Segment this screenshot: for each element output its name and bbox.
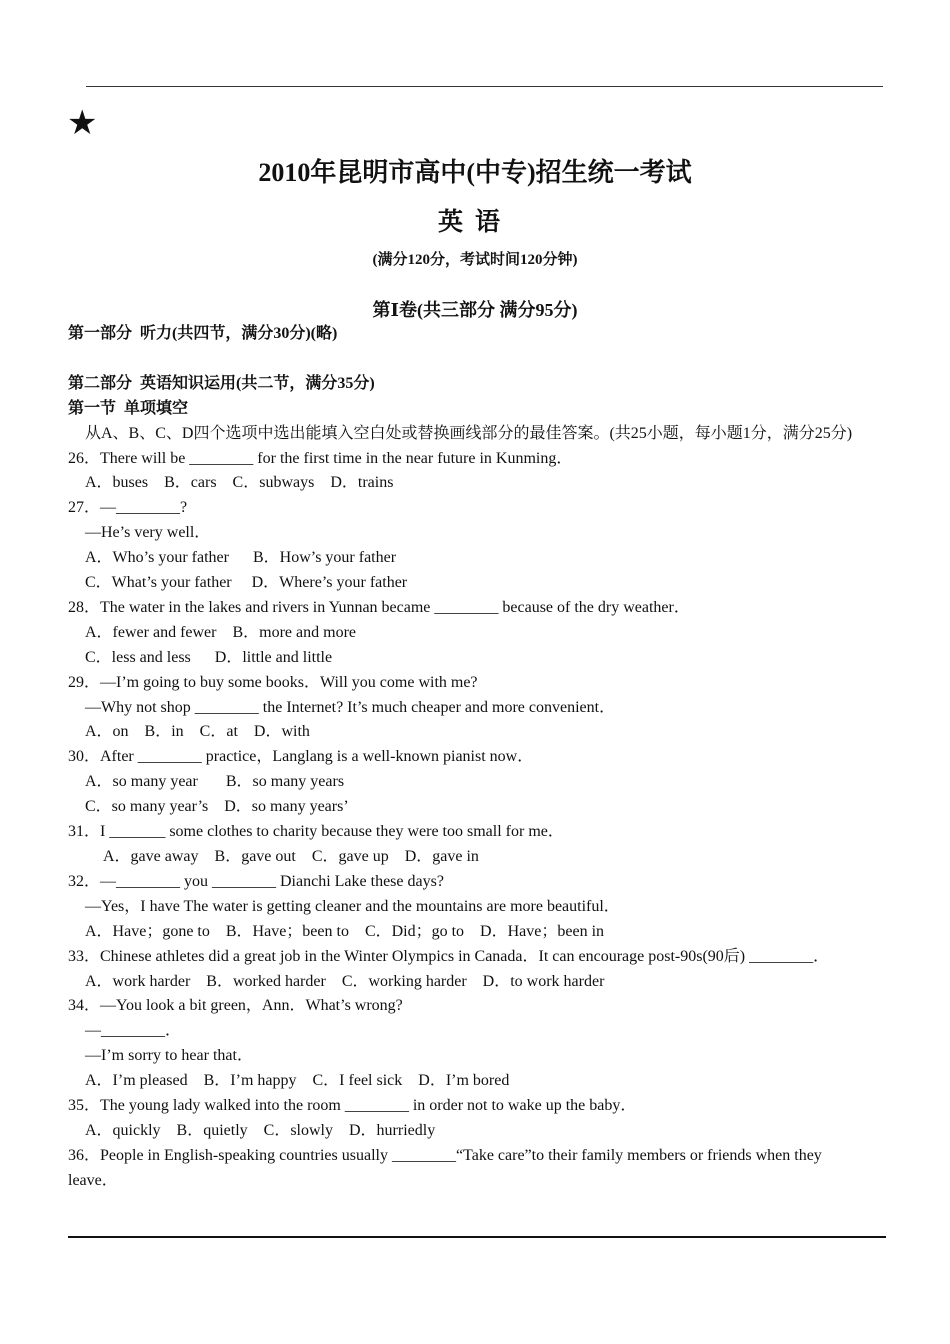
answer-options: A．gave away B．gave out C．gave up D．gave in (103, 848, 479, 866)
question-stem: 26．There will be ________ for the first time in the near future in Kunming． (68, 449, 573, 467)
volume-title: 第Ⅰ卷(共三部分 满分95分) (372, 300, 578, 320)
answer-options: A．buses B．cars C．subways D．trains (85, 474, 394, 492)
question-stem: 29．—I’m going to buy some books．Will you come with me? (68, 673, 478, 691)
header-rule (86, 86, 883, 87)
section1-heading: 第一节 单项填空 (68, 399, 189, 417)
question-stem: 34．—You look a bit green，Ann．What’s wrong? (68, 997, 403, 1015)
question-item (68, 447, 886, 497)
answer-options: A．quickly B．quietly C．slowly D．hurriedly (85, 1121, 436, 1139)
exam-content (68, 322, 886, 1194)
answer-options: C．so many year’s D．so many years’ (85, 798, 349, 816)
question-item (68, 1144, 886, 1194)
question-item (68, 820, 886, 870)
dialogue-line: —I’m sorry to hear that． (85, 1047, 253, 1065)
question-stem: 36．People in English-speaking countries usually ________“Take care”to their family members or friends when they (68, 1146, 822, 1164)
dialogue-line: leave． (68, 1171, 118, 1189)
answer-options: C．What’s your father D．Where’s your father (85, 574, 408, 592)
star-icon: ★ (67, 103, 98, 143)
question-stem: 30．After ________ practice，Langlang is a well-known pianist now． (68, 748, 534, 766)
part1-heading: 第一部分 听力(共四节，满分30分)(略) (68, 325, 338, 342)
subject-title: 英语 (437, 209, 512, 236)
answer-options: A．work harder B．worked harder C．working harder D．to work harder (85, 972, 605, 990)
dialogue-line: —He’s very well． (85, 524, 211, 542)
instructions: 从A、B、C、D四个选项中选出能填入空白处或替换画线部分的最佳答案。(共25小题，每小题1分，满分25分) (85, 424, 853, 442)
dialogue-line: —________． (85, 1022, 182, 1040)
question-item (68, 945, 886, 995)
answer-options: A．I’m pleased B．I’m happy C．I feel sick D．I’m bored (85, 1072, 510, 1090)
exam-title: 2010年昆明市高中(中专)招生统一考试 (258, 158, 692, 187)
question-stem: 31．I _______ some clothes to charity because they were too small for me． (68, 823, 564, 841)
answer-options: A．Who’s your father B．How’s your father (85, 549, 397, 567)
dialogue-line: —Yes，I have The water is getting cleaner and the mountains are more beautiful． (85, 897, 620, 915)
question-stem: 27．—________? (68, 499, 188, 517)
question-item (68, 596, 886, 671)
score-note: (满分120分，考试时间120分钟) (372, 252, 578, 268)
question-item (68, 745, 886, 820)
question-stem: 35．The young lady walked into the room ________ in order not to wake up the baby． (68, 1097, 637, 1115)
answer-options: A．on B．in C．at D．with (85, 723, 310, 741)
question-list (68, 447, 886, 1194)
question-stem: 28．The water in the lakes and rivers in Yunnan became ________ because of the dry weather． (68, 598, 690, 616)
part2-heading: 第二部分 英语知识运用(共二节，满分35分) (68, 374, 375, 392)
question-item (68, 1094, 886, 1144)
question-stem: 32．—________ you ________ Dianchi Lake these days? (68, 872, 444, 890)
question-item (68, 671, 886, 746)
answer-options: A．so many year B．so many years (85, 773, 345, 791)
question-stem: 33．Chinese athletes did a great job in the Winter Olympics in Canada．It can encourage post-90s(90后) ________． (68, 947, 830, 965)
question-item (68, 496, 886, 596)
question-item (68, 870, 886, 945)
footer-rule (68, 1236, 886, 1238)
answer-options: C．less and less D．little and little (85, 648, 333, 666)
answer-options: A．Have；gone to B．Have；been to C．Did；go to D．Have；been in (85, 922, 605, 940)
question-item (68, 994, 886, 1094)
answer-options: A．fewer and fewer B．more and more (85, 623, 357, 641)
dialogue-line: —Why not shop ________ the Internet? It’s much cheaper and more convenient． (85, 698, 616, 716)
